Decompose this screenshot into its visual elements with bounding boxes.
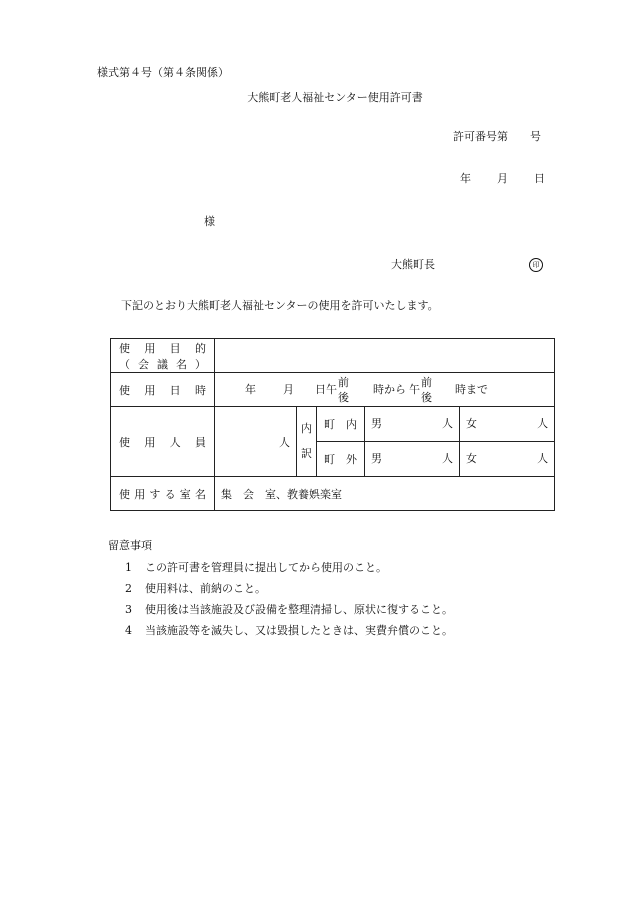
form-number: 様式第４号（第４条関係） <box>97 66 229 79</box>
out-town-female <box>460 442 555 477</box>
usage-year: 年 <box>245 383 256 396</box>
out-town-female-unit: 人 <box>537 452 549 465</box>
note-text: 当該施設等を滅失し、又は毀損したときは、実費弁償のこと。 <box>145 624 453 637</box>
out-town-male-label: 男 <box>371 452 382 465</box>
note-item <box>125 562 387 573</box>
date-time-row <box>111 373 555 407</box>
addressee-suffix: 様 <box>204 215 215 228</box>
note-item <box>125 604 453 615</box>
in-town-label: 町 内 <box>317 407 365 442</box>
am-1: 前 <box>338 376 349 389</box>
note-number: 2 <box>125 582 132 595</box>
users-label <box>111 407 215 477</box>
notes-title: 留意事項 <box>108 539 152 552</box>
in-town-female-label: 女 <box>466 417 477 430</box>
breakdown-2: 訳 <box>301 446 312 460</box>
seal-mark: 印 <box>529 258 543 272</box>
room-label <box>111 477 215 511</box>
date-label <box>111 373 215 407</box>
users-label-text: 使用人員 <box>119 435 206 449</box>
pm-1: 後 <box>338 391 349 404</box>
out-town-male <box>365 442 460 477</box>
noon-2: 午 <box>409 383 420 396</box>
note-number: 3 <box>125 603 132 616</box>
usage-month: 月 <box>283 383 294 396</box>
in-town-male <box>365 407 460 442</box>
permit-number: 許可番号第 号 <box>453 130 541 143</box>
note-text: 使用料は、前納のこと。 <box>145 582 266 595</box>
purpose-label <box>111 339 215 373</box>
breakdown-label <box>297 407 317 477</box>
to-time: 時まで <box>455 383 488 396</box>
users-total <box>215 407 297 477</box>
date-time-value <box>215 373 555 407</box>
document-title: 大熊町老人福祉センター使用許可書 <box>247 91 423 104</box>
note-item <box>125 583 266 594</box>
out-town-female-label: 女 <box>466 452 477 465</box>
room-label-text: 使用する室名 <box>119 487 206 501</box>
room-row <box>111 477 555 511</box>
in-town-male-unit: 人 <box>442 417 453 430</box>
users-row-in-town <box>111 407 555 442</box>
issuer-name: 大熊町長 <box>391 258 435 271</box>
noon-1: 午 <box>326 383 337 396</box>
note-number: 1 <box>125 561 132 574</box>
permit-table <box>110 338 555 511</box>
note-text: この許可書を管理員に提出してから使用のこと。 <box>145 561 387 574</box>
purpose-label-line1: 使用目的 <box>119 341 206 355</box>
note-text: 使用後は当該施設及び設備を整理清掃し、原状に復すること。 <box>145 603 453 616</box>
usage-day: 日 <box>315 383 326 396</box>
breakdown-1: 内 <box>301 422 312 436</box>
intro-text: 下記のとおり大熊町老人福祉センターの使用を許可いたします。 <box>121 299 439 312</box>
users-total-unit: 人 <box>279 435 290 449</box>
in-town-female-unit: 人 <box>537 417 549 430</box>
date-month: 月 <box>497 172 508 185</box>
purpose-label-line2: （会議名） <box>119 357 206 371</box>
am-2: 前 <box>421 376 432 389</box>
room-value: 集 会 室、教養娯楽室 <box>215 477 555 511</box>
note-item <box>125 625 453 636</box>
date-label-text: 使用日時 <box>119 383 206 397</box>
date-day: 日 <box>534 172 545 185</box>
out-town-label: 町 外 <box>317 442 365 477</box>
in-town-male-label: 男 <box>371 417 382 430</box>
out-town-male-unit: 人 <box>442 452 453 465</box>
date-year: 年 <box>460 172 471 185</box>
purpose-value <box>215 339 555 373</box>
in-town-female <box>460 407 555 442</box>
purpose-row <box>111 339 555 373</box>
pm-2: 後 <box>421 391 432 404</box>
from-time: 時から <box>373 383 406 396</box>
note-number: 4 <box>125 624 132 637</box>
